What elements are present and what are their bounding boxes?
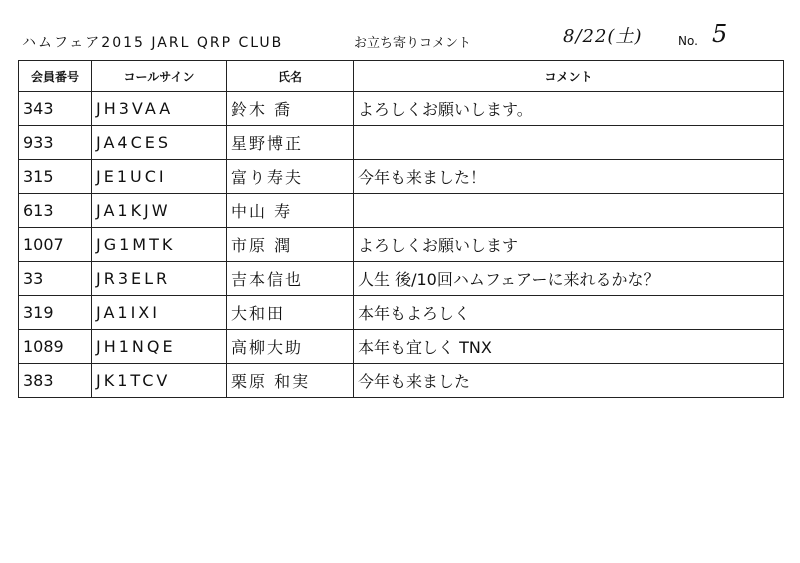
page-number-value: 5 xyxy=(712,20,728,48)
callsign-cell: JE1UCI xyxy=(92,160,227,194)
member-number-cell: 933 xyxy=(19,126,92,160)
name-cell: 富り寿夫 xyxy=(227,160,354,194)
member-number-cell: 315 xyxy=(19,160,92,194)
table-row xyxy=(19,126,784,160)
guest-log-table xyxy=(18,60,784,398)
table-header-row xyxy=(19,61,784,92)
table-row xyxy=(19,160,784,194)
member-number-cell: 319 xyxy=(19,296,92,330)
table-row xyxy=(19,228,784,262)
table-row xyxy=(19,92,784,126)
name-cell: 吉本信也 xyxy=(227,262,354,296)
comment-cell: よろしくお願いします。 xyxy=(354,92,784,126)
comment-cell: 本年も宜しく TNX xyxy=(354,330,784,364)
member-number-cell: 1089 xyxy=(19,330,92,364)
comment-cell: 本年もよろしく xyxy=(354,296,784,330)
column-header-callsign: コールサイン xyxy=(92,61,227,92)
name-cell: 高柳大助 xyxy=(227,330,354,364)
callsign-cell: JK1TCV xyxy=(92,364,227,398)
comment-cell xyxy=(354,126,784,160)
sheet-date: 8/22(土) xyxy=(563,26,643,47)
comment-cell: 今年も来ました！ xyxy=(354,160,784,194)
table-row xyxy=(19,330,784,364)
name-cell: 市原 潤 xyxy=(227,228,354,262)
table-row xyxy=(19,194,784,228)
member-number-cell: 613 xyxy=(19,194,92,228)
callsign-cell: JR3ELR xyxy=(92,262,227,296)
table-row xyxy=(19,364,784,398)
page-number-label: No. xyxy=(678,34,698,48)
callsign-cell: JA1IXI xyxy=(92,296,227,330)
member-number-cell: 33 xyxy=(19,262,92,296)
column-header-comment: コメント xyxy=(354,61,784,92)
member-number-cell: 343 xyxy=(19,92,92,126)
callsign-cell: JH1NQE xyxy=(92,330,227,364)
callsign-cell: JH3VAA xyxy=(92,92,227,126)
sheet-title: ハムフェア2015 JARL QRP CLUB xyxy=(22,35,284,51)
comment-cell xyxy=(354,194,784,228)
comment-cell: 人生 後/10回ハムフェアーに来れるかな？ xyxy=(354,262,784,296)
name-cell: 中山 寿 xyxy=(227,194,354,228)
callsign-cell: JA1KJW xyxy=(92,194,227,228)
name-cell: 栗原 和実 xyxy=(227,364,354,398)
comment-cell: 今年も来ました xyxy=(354,364,784,398)
table-row xyxy=(19,262,784,296)
table-row xyxy=(19,296,784,330)
column-header-name: 氏名 xyxy=(227,61,354,92)
callsign-cell: JA4CES xyxy=(92,126,227,160)
name-cell: 星野博正 xyxy=(227,126,354,160)
member-number-cell: 383 xyxy=(19,364,92,398)
comment-cell: よろしくお願いします xyxy=(354,228,784,262)
sheet-header xyxy=(18,20,788,54)
callsign-cell: JG1MTK xyxy=(92,228,227,262)
name-cell: 大和田 xyxy=(227,296,354,330)
member-number-cell: 1007 xyxy=(19,228,92,262)
column-header-member-number: 会員番号 xyxy=(19,61,92,92)
sheet-subtitle: お立ち寄りコメント xyxy=(354,36,472,51)
name-cell: 鈴木 喬 xyxy=(227,92,354,126)
